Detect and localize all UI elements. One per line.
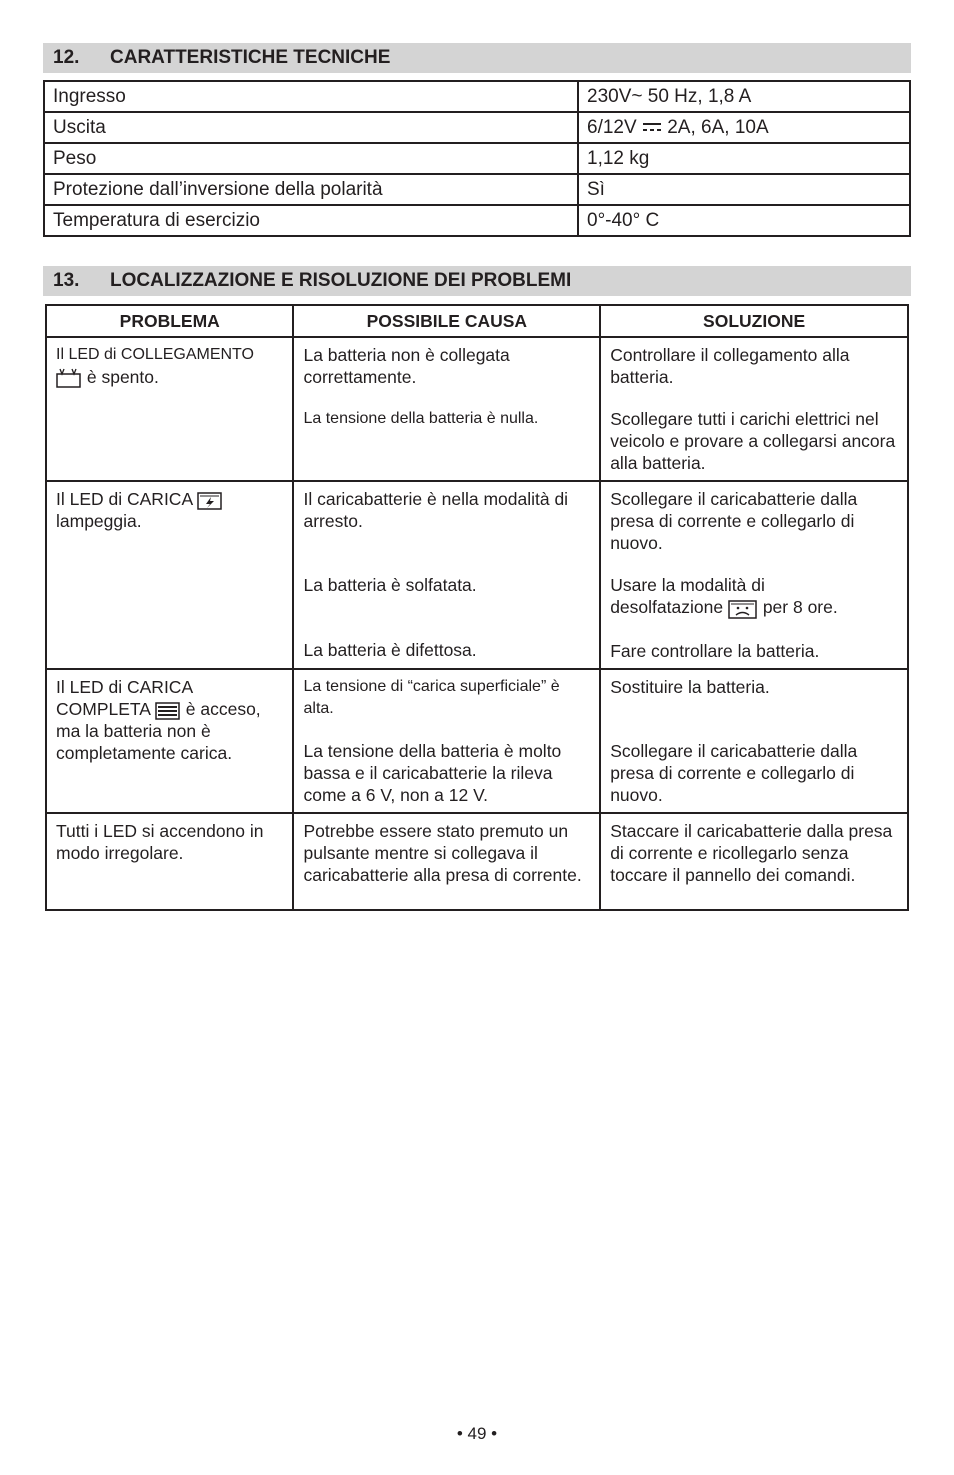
section-number: 13. xyxy=(53,270,80,291)
solution-text: Fare controllare la batteria. xyxy=(610,641,820,662)
problem-cell xyxy=(46,813,293,910)
problem-text: è acceso, xyxy=(185,699,261,720)
solution-text: desolfatazione xyxy=(610,597,724,617)
spec-label: Uscita xyxy=(44,112,578,143)
spec-label: Ingresso xyxy=(44,81,578,112)
spec-value-prefix: 6/12V xyxy=(587,116,637,138)
section-number: 12. xyxy=(53,47,80,68)
specs-table xyxy=(43,80,911,237)
spec-label: Temperatura di esercizio xyxy=(44,205,578,236)
section-12-header xyxy=(43,43,911,73)
problem-text: lampeggia. xyxy=(56,511,142,532)
problem-text: COMPLETA xyxy=(56,699,151,720)
cause-text: La tensione della batteria è nulla. xyxy=(303,410,539,427)
column-header: SOLUZIONE xyxy=(600,305,908,337)
battery-connection-icon xyxy=(56,368,82,388)
table-row xyxy=(46,481,908,669)
troubleshooting-table xyxy=(45,304,909,911)
cause-cell xyxy=(293,481,600,669)
spec-label: Protezione dall’inversione della polarità xyxy=(44,174,578,205)
solution-text: Staccare il caricabatterie dalla presa di corrente e ricollegarlo senza toccare il pannello dei comandi. xyxy=(610,821,893,886)
solution-cell xyxy=(600,813,908,910)
spec-value xyxy=(578,112,910,143)
problem-cell xyxy=(46,481,293,669)
table-row xyxy=(46,337,908,481)
table-row xyxy=(44,112,910,143)
column-header: POSSIBILE CAUSA xyxy=(293,305,600,337)
solution-text: Usare la modalità di xyxy=(610,575,765,595)
column-header: PROBLEMA xyxy=(46,305,293,337)
cause-text: La batteria non è collegata correttamente. xyxy=(303,345,510,387)
problem-cell xyxy=(46,669,293,813)
spec-value: Sì xyxy=(578,174,910,205)
desulfation-icon xyxy=(728,597,758,619)
solution-text: Scollegare tutti i carichi elettrici nel veicolo e provare a collegarsi ancora alla batteria. xyxy=(610,409,896,473)
spec-value: 230V~ 50 Hz, 1,8 A xyxy=(578,81,910,112)
spec-value-suffix: 2A, 6A, 10A xyxy=(667,116,769,138)
solution-cell xyxy=(600,337,908,481)
section-title: LOCALIZZAZIONE E RISOLUZIONE DEI PROBLEMI xyxy=(110,270,572,291)
battery-charging-icon xyxy=(197,490,223,510)
cause-cell xyxy=(293,669,600,813)
cause-cell xyxy=(293,337,600,481)
cause-cell xyxy=(293,813,600,910)
cause-text: Potrebbe essere stato premuto un pulsante mentre si collegava il caricabatterie alla presa di corrente. xyxy=(303,821,582,886)
solution-text: per 8 ore. xyxy=(762,597,838,617)
problem-text: è spento. xyxy=(86,367,159,387)
solution-cell xyxy=(600,481,908,669)
problem-text: Il LED di CARICA xyxy=(56,489,193,509)
solution-text: Scollegare il caricabatterie dalla presa di corrente e collegarlo di nuovo. xyxy=(610,489,858,553)
table-row xyxy=(44,143,910,174)
problem-cell xyxy=(46,337,293,481)
solution-text: Sostituire la batteria. xyxy=(610,677,770,698)
spec-value: 1,12 kg xyxy=(578,143,910,174)
cause-text: La batteria è difettosa. xyxy=(303,640,477,660)
solution-text: Scollegare il caricabatterie dalla presa di corrente e collegarlo di nuovo. xyxy=(610,741,858,806)
problem-text: Il LED di COLLEGAMENTO xyxy=(56,346,254,363)
dc-symbol-icon xyxy=(642,121,662,133)
problem-text: Tutti i LED si accendono in modo irregolare. xyxy=(56,821,264,864)
table-row xyxy=(46,669,908,813)
problem-text: Il LED di CARICA xyxy=(56,677,194,698)
section-title: CARATTERISTICHE TECNICHE xyxy=(110,47,391,68)
problem-text: ma la batteria non è completamente carica. xyxy=(56,721,233,764)
cause-text: La batteria è solfatata. xyxy=(303,575,477,595)
cause-text: La tensione di “carica superficiale” è alta. xyxy=(303,678,560,718)
page-number: • 49 • xyxy=(456,1424,498,1443)
cause-text: La tensione della batteria è molto bassa e il caricabatterie la rileva come a 6 V, non a 12 V. xyxy=(303,741,562,806)
table-row xyxy=(46,813,908,910)
spec-value: 0°-40° C xyxy=(578,205,910,236)
cause-text: Il caricabatterie è nella modalità di arresto. xyxy=(303,489,569,531)
table-header-row xyxy=(46,305,908,337)
spec-label: Peso xyxy=(44,143,578,174)
table-row xyxy=(44,81,910,112)
table-row xyxy=(44,205,910,236)
table-row xyxy=(44,174,910,205)
solution-cell xyxy=(600,669,908,813)
battery-full-icon xyxy=(155,702,181,720)
section-13-header xyxy=(43,266,911,296)
solution-text: Controllare il collegamento alla batteria. xyxy=(610,345,850,387)
